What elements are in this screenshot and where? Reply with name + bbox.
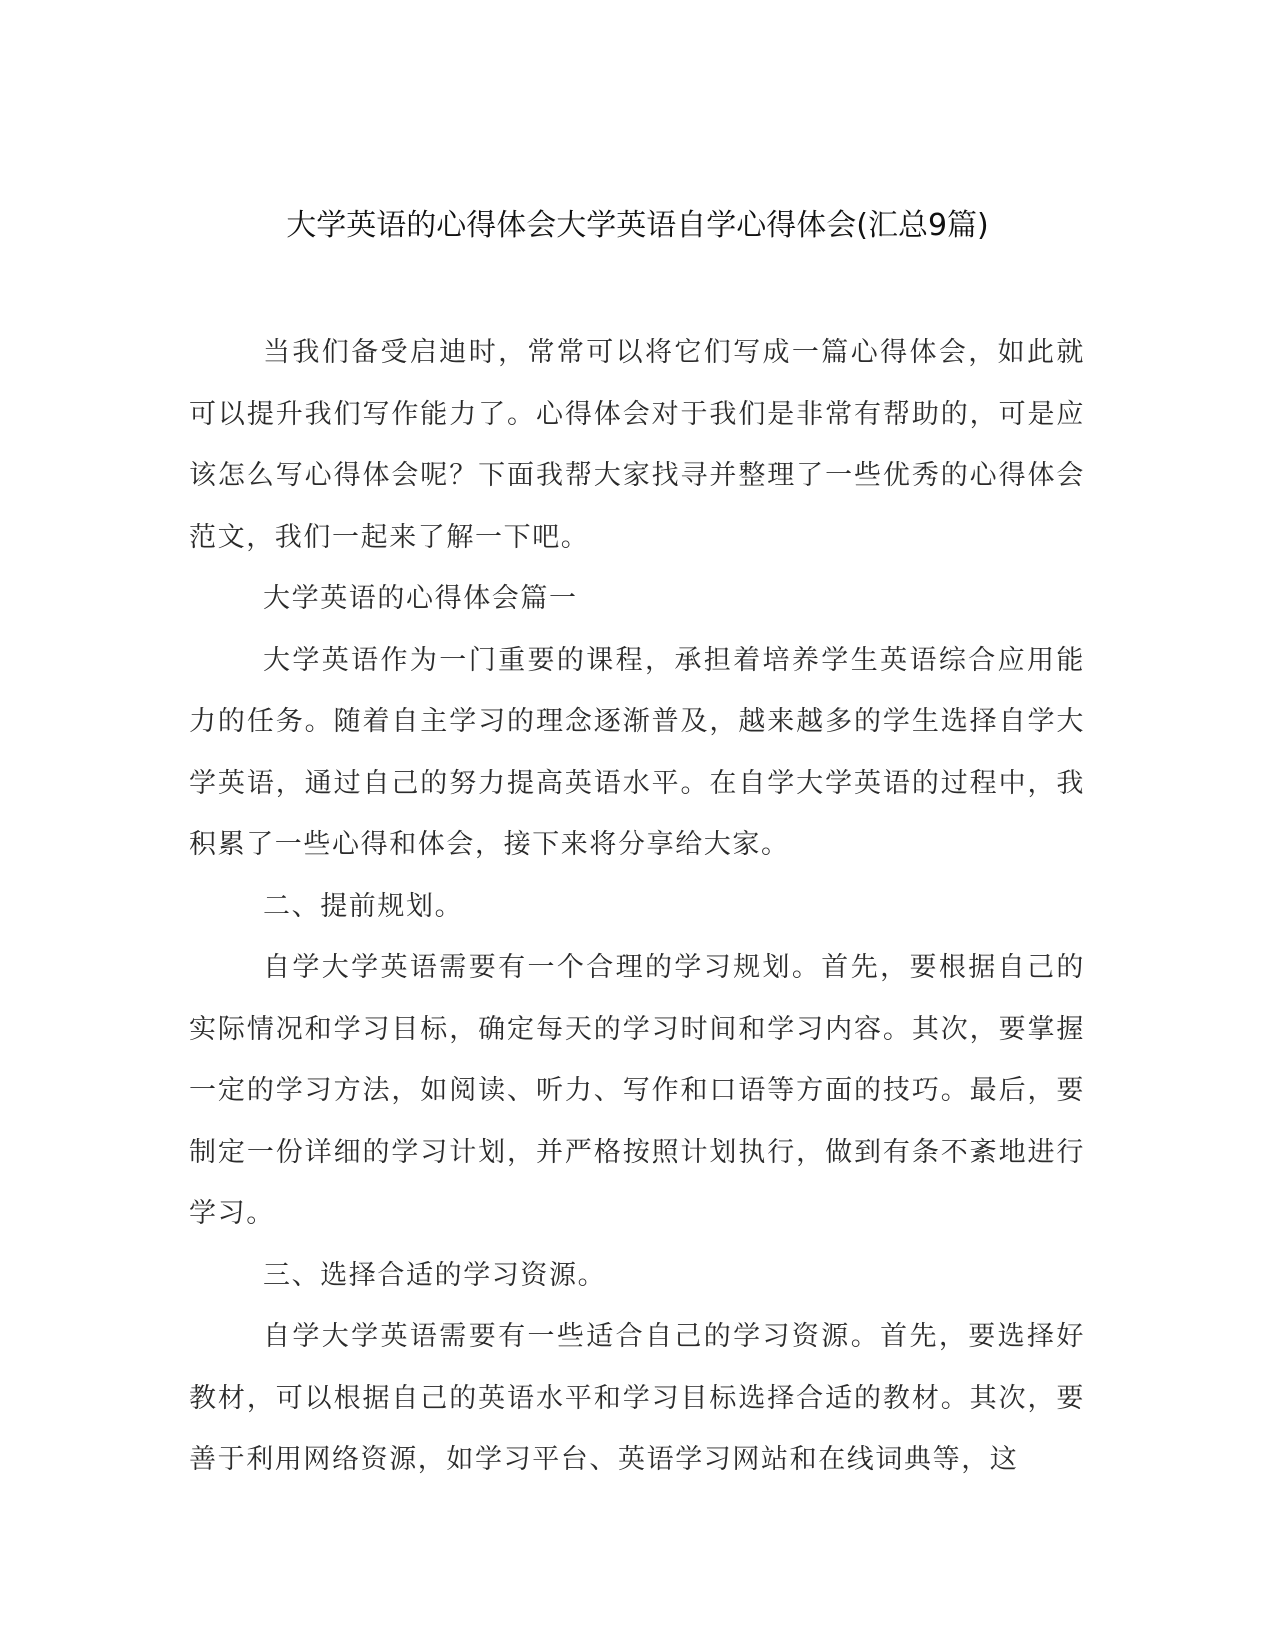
section-heading-resources: 三、选择合适的学习资源。 xyxy=(263,1259,607,1291)
section-heading-planning: 二、提前规划。 xyxy=(263,890,464,922)
section-heading-part-one: 大学英语的心得体会篇一 xyxy=(263,583,578,614)
body-paragraph: 自学大学英语需要有一些适合自己的学习资源。首先，要选择好教材，可以根据自己的英语水平和学习目标选择合适的教材。其次，要善于利用网络资源，如学习平台、英语学习网站和在线词典等，这 xyxy=(189,1321,1085,1475)
document-title: 大学英语的心得体会大学英语自学心得体会(汇总9篇) xyxy=(286,208,989,243)
document-body xyxy=(189,322,1085,1491)
body-paragraph: 自学大学英语需要有一个合理的学习规划。首先，要根据自己的实际情况和学习目标，确定每天的学习时间和学习内容。其次，要掌握一定的学习方法，如阅读、听力、写作和口语等方面的技巧。最后，要制定一份详细的学习计划，并严格按照计划执行，做到有条不紊地进行学习。 xyxy=(189,952,1085,1229)
intro-paragraph: 当我们备受启迪时，常常可以将它们写成一篇心得体会，如此就可以提升我们写作能力了。心得体会对于我们是非常有帮助的，可是应该怎么写心得体会呢？下面我帮大家找寻并整理了一些优秀的心得体会范文，我们一起来了解一下吧。 xyxy=(189,337,1085,553)
body-paragraph: 大学英语作为一门重要的课程，承担着培养学生英语综合应用能力的任务。随着自主学习的理念逐渐普及，越来越多的学生选择自学大学英语，通过自己的努力提高英语水平。在自学大学英语的过程中，我积累了一些心得和体会，接下来将分享给大家。 xyxy=(189,644,1085,860)
